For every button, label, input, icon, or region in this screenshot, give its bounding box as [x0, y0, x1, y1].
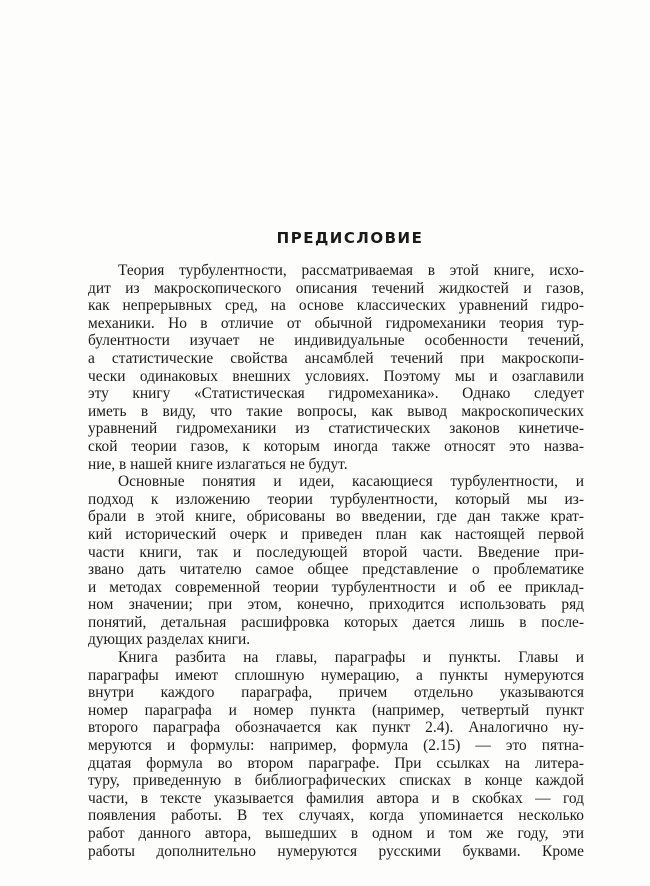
- text-line: булентности изучает не индивидуальные особенности течений,: [88, 332, 584, 350]
- text-line: звано дать читателю самое общее представление о проблематике: [88, 561, 584, 579]
- text-line: и методах современной теории турбулентности и об ее приклад-: [88, 578, 584, 596]
- text-line: параграфы имеют сплошную нумерацию, а пункты нумеруются: [88, 666, 584, 684]
- text-line: а статистические свойства ансамблей течений при макроскопи-: [88, 349, 584, 367]
- text-line: номер параграфа и номер пункта (например, четвертый пункт: [88, 701, 584, 719]
- text-line: работы дополнительно нумеруются русскими буквами. Кроме: [88, 842, 584, 860]
- text-line: Теория турбулентности, рассматриваемая в этой книге, исхо-: [118, 262, 584, 279]
- text-line: механики. Но в отличие от обычной гидромеханики теория тур-: [88, 314, 584, 332]
- text-line: туру, приведенную в библиографических списках в конце каждой: [88, 772, 584, 790]
- text-line: чески одинаковых внешних условиях. Поэтому мы и озаглавили: [88, 367, 584, 385]
- text-line: подход к изложению теории турбулентности, который мы из-: [88, 490, 584, 508]
- text-line: ние, в нашей книге излагаться не будут.: [88, 455, 348, 473]
- text-line: брали в этой книге, обрисованы во введении, где дан также крат-: [88, 508, 584, 526]
- text-line: дцатая формула во втором параграфе. При ссылках на литера-: [88, 754, 584, 772]
- text-line: эту книгу «Статистическая гидромеханика». Однако следует: [88, 385, 584, 403]
- text-line: появления работы. В тех случаях, когда упоминается несколько: [88, 807, 584, 825]
- text-line: дующих разделах книги.: [88, 631, 251, 649]
- text-line: ской теории газов, к которым иногда также относят это назва-: [88, 437, 584, 455]
- text-line: понятий, детальная расшифровка которых дается лишь в после-: [88, 613, 584, 631]
- text-line: Основные понятия и идеи, касающиеся турбулентности, и: [118, 473, 584, 491]
- text-line: внутри каждого параграфа, причем отдельно указываются: [88, 684, 584, 702]
- paragraph-3: [88, 649, 584, 860]
- text-line: иметь в виду, что такие вопросы, как вывод макроскопических: [88, 402, 584, 420]
- text-line: части, в тексте указывается фамилия автора и в скобках — год: [88, 789, 584, 807]
- preface-body: [88, 262, 584, 860]
- text-line: меруются и формулы: например, формула (2.15) — это пятна-: [88, 737, 584, 755]
- text-line: второго параграфа обозначается как пункт 2.4). Аналогично ну-: [88, 719, 584, 737]
- page-title: ПРЕДИСЛОВИЕ: [276, 229, 424, 247]
- text-line: части книги, так и последующей второй части. Введение при-: [88, 543, 584, 561]
- paragraph-1: [88, 262, 584, 473]
- text-line: кий исторический очерк и приведен план как настоящей первой: [88, 525, 584, 543]
- text-line: уравнений гидромеханики из статистических законов кинетиче-: [88, 420, 584, 438]
- text-line: Книга разбита на главы, параграфы и пункты. Главы и: [118, 649, 584, 667]
- text-line: как непрерывных сред, на основе классических уравнений гидро-: [88, 297, 584, 315]
- text-line: работ данного автора, вышедших в одном и том же году, эти: [88, 825, 584, 842]
- paragraph-2: [88, 473, 584, 649]
- text-line: ном значении; при этом, конечно, приходится использовать ряд: [88, 596, 584, 614]
- text-line: дит из макроскопического описания течений жидкостей и газов,: [88, 279, 584, 297]
